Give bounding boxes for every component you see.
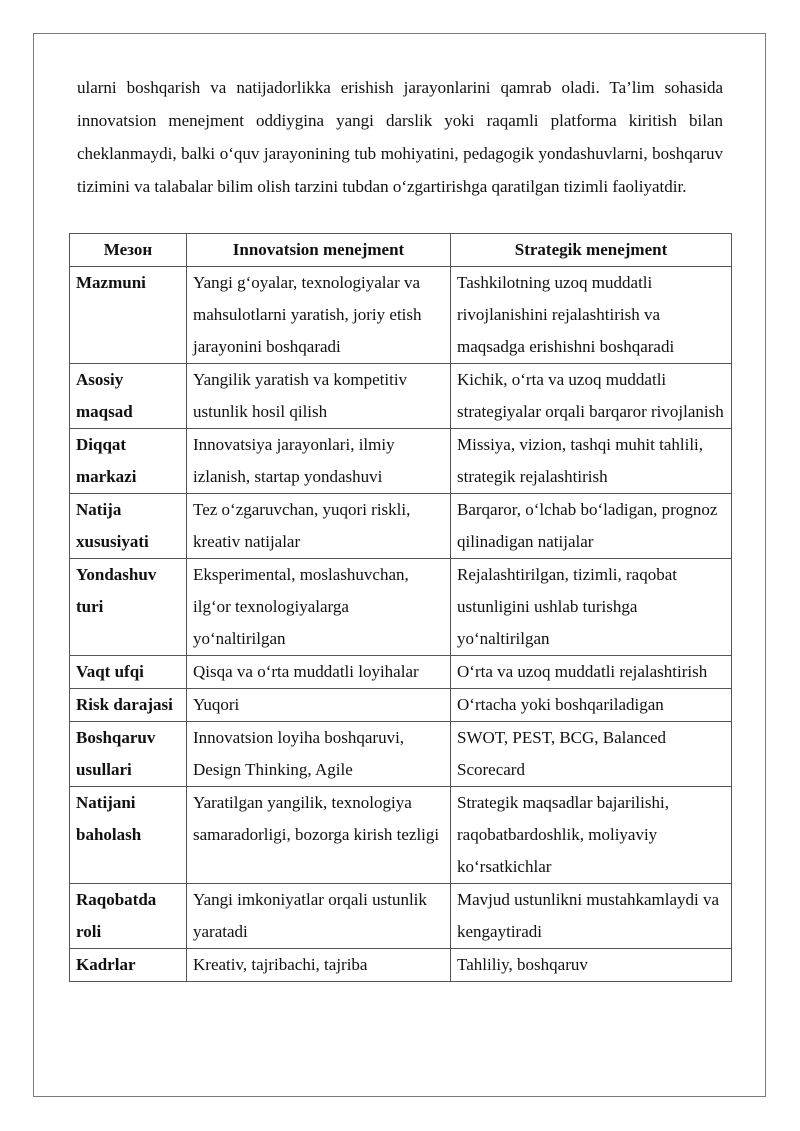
strategic-cell: SWOT, PEST, BCG, Balanced Scorecard [451, 722, 732, 787]
row-label: Natija xususiyati [70, 494, 187, 559]
header-innovation: Innovatsion menejment [187, 234, 451, 267]
row-label: Natijani baholash [70, 787, 187, 884]
row-label: Diqqat markazi [70, 429, 187, 494]
row-label: Mazmuni [70, 267, 187, 364]
strategic-cell: O‘rtacha yoki boshqariladigan [451, 689, 732, 722]
row-label: Risk darajasi [70, 689, 187, 722]
comparison-table [69, 233, 732, 982]
innovation-cell: Innovatsiya jarayonlari, ilmiy izlanish, startap yondashuvi [187, 429, 451, 494]
table-row [70, 656, 732, 689]
innovation-cell: Innovatsion loyiha boshqaruvi, Design Thinking, Agile [187, 722, 451, 787]
strategic-cell: Strategik maqsadlar bajarilishi, raqobatbardoshlik, moliyaviy ko‘rsatkichlar [451, 787, 732, 884]
document-body [77, 71, 723, 203]
innovation-cell: Kreativ, tajribachi, tajriba [187, 949, 451, 982]
row-label: Vaqt ufqi [70, 656, 187, 689]
intro-paragraph: ularni boshqarish va natijadorlikka erishish jarayonlarini qamrab oladi. Ta’lim sohasida innovatsion menejment oddiygina yangi darslik yoki raqamli platforma kiritish bilan cheklanmaydi, balki o‘quv jarayonining tub mohiyatini, pedagogik yondashuvlarni, boshqaruv tizimini va talabalar bilim olish tarzini tubdan o‘zgartirishga qaratilgan tizimli faoliyatdir. [77, 78, 723, 196]
row-label: Kadrlar [70, 949, 187, 982]
innovation-cell: Eksperimental, moslashuvchan, ilg‘or texnologiyalarga yo‘naltirilgan [187, 559, 451, 656]
table-header-row [70, 234, 732, 267]
innovation-cell: Yangilik yaratish va kompetitiv ustunlik hosil qilish [187, 364, 451, 429]
strategic-cell: Missiya, vizion, tashqi muhit tahlili, strategik rejalashtirish [451, 429, 732, 494]
innovation-cell: Tez o‘zgaruvchan, yuqori riskli, kreativ natijalar [187, 494, 451, 559]
table-row [70, 559, 732, 656]
row-label: Raqobatda roli [70, 884, 187, 949]
table-row [70, 884, 732, 949]
strategic-cell: Kichik, o‘rta va uzoq muddatli strategiyalar orqali barqaror rivojlanish [451, 364, 732, 429]
strategic-cell: Rejalashtirilgan, tizimli, raqobat ustunligini ushlab turishga yo‘naltirilgan [451, 559, 732, 656]
strategic-cell: Tashkilotning uzoq muddatli rivojlanishini rejalashtirish va maqsadga erishishni boshqaradi [451, 267, 732, 364]
innovation-cell: Yaratilgan yangilik, texnologiya samaradorligi, bozorga kirish tezligi [187, 787, 451, 884]
table-row [70, 722, 732, 787]
table-row [70, 364, 732, 429]
row-label: Boshqaruv usullari [70, 722, 187, 787]
strategic-cell: O‘rta va uzoq muddatli rejalashtirish [451, 656, 732, 689]
table-row [70, 494, 732, 559]
table-row [70, 787, 732, 884]
strategic-cell: Tahliliy, boshqaruv [451, 949, 732, 982]
table-row [70, 689, 732, 722]
strategic-cell: Barqaror, o‘lchab bo‘ladigan, prognoz qilinadigan natijalar [451, 494, 732, 559]
table-row [70, 949, 732, 982]
header-criterion: Мезон [70, 234, 187, 267]
row-label: Asosiy maqsad [70, 364, 187, 429]
table-row [70, 267, 732, 364]
innovation-cell: Yangi imkoniyatlar orqali ustunlik yaratadi [187, 884, 451, 949]
header-strategic: Strategik menejment [451, 234, 732, 267]
innovation-cell: Yuqori [187, 689, 451, 722]
row-label: Yondashuv turi [70, 559, 187, 656]
innovation-cell: Yangi g‘oyalar, texnologiyalar va mahsulotlarni yaratish, joriy etish jarayonini boshqaradi [187, 267, 451, 364]
strategic-cell: Mavjud ustunlikni mustahkamlaydi va kengaytiradi [451, 884, 732, 949]
table-row [70, 429, 732, 494]
innovation-cell: Qisqa va o‘rta muddatli loyihalar [187, 656, 451, 689]
